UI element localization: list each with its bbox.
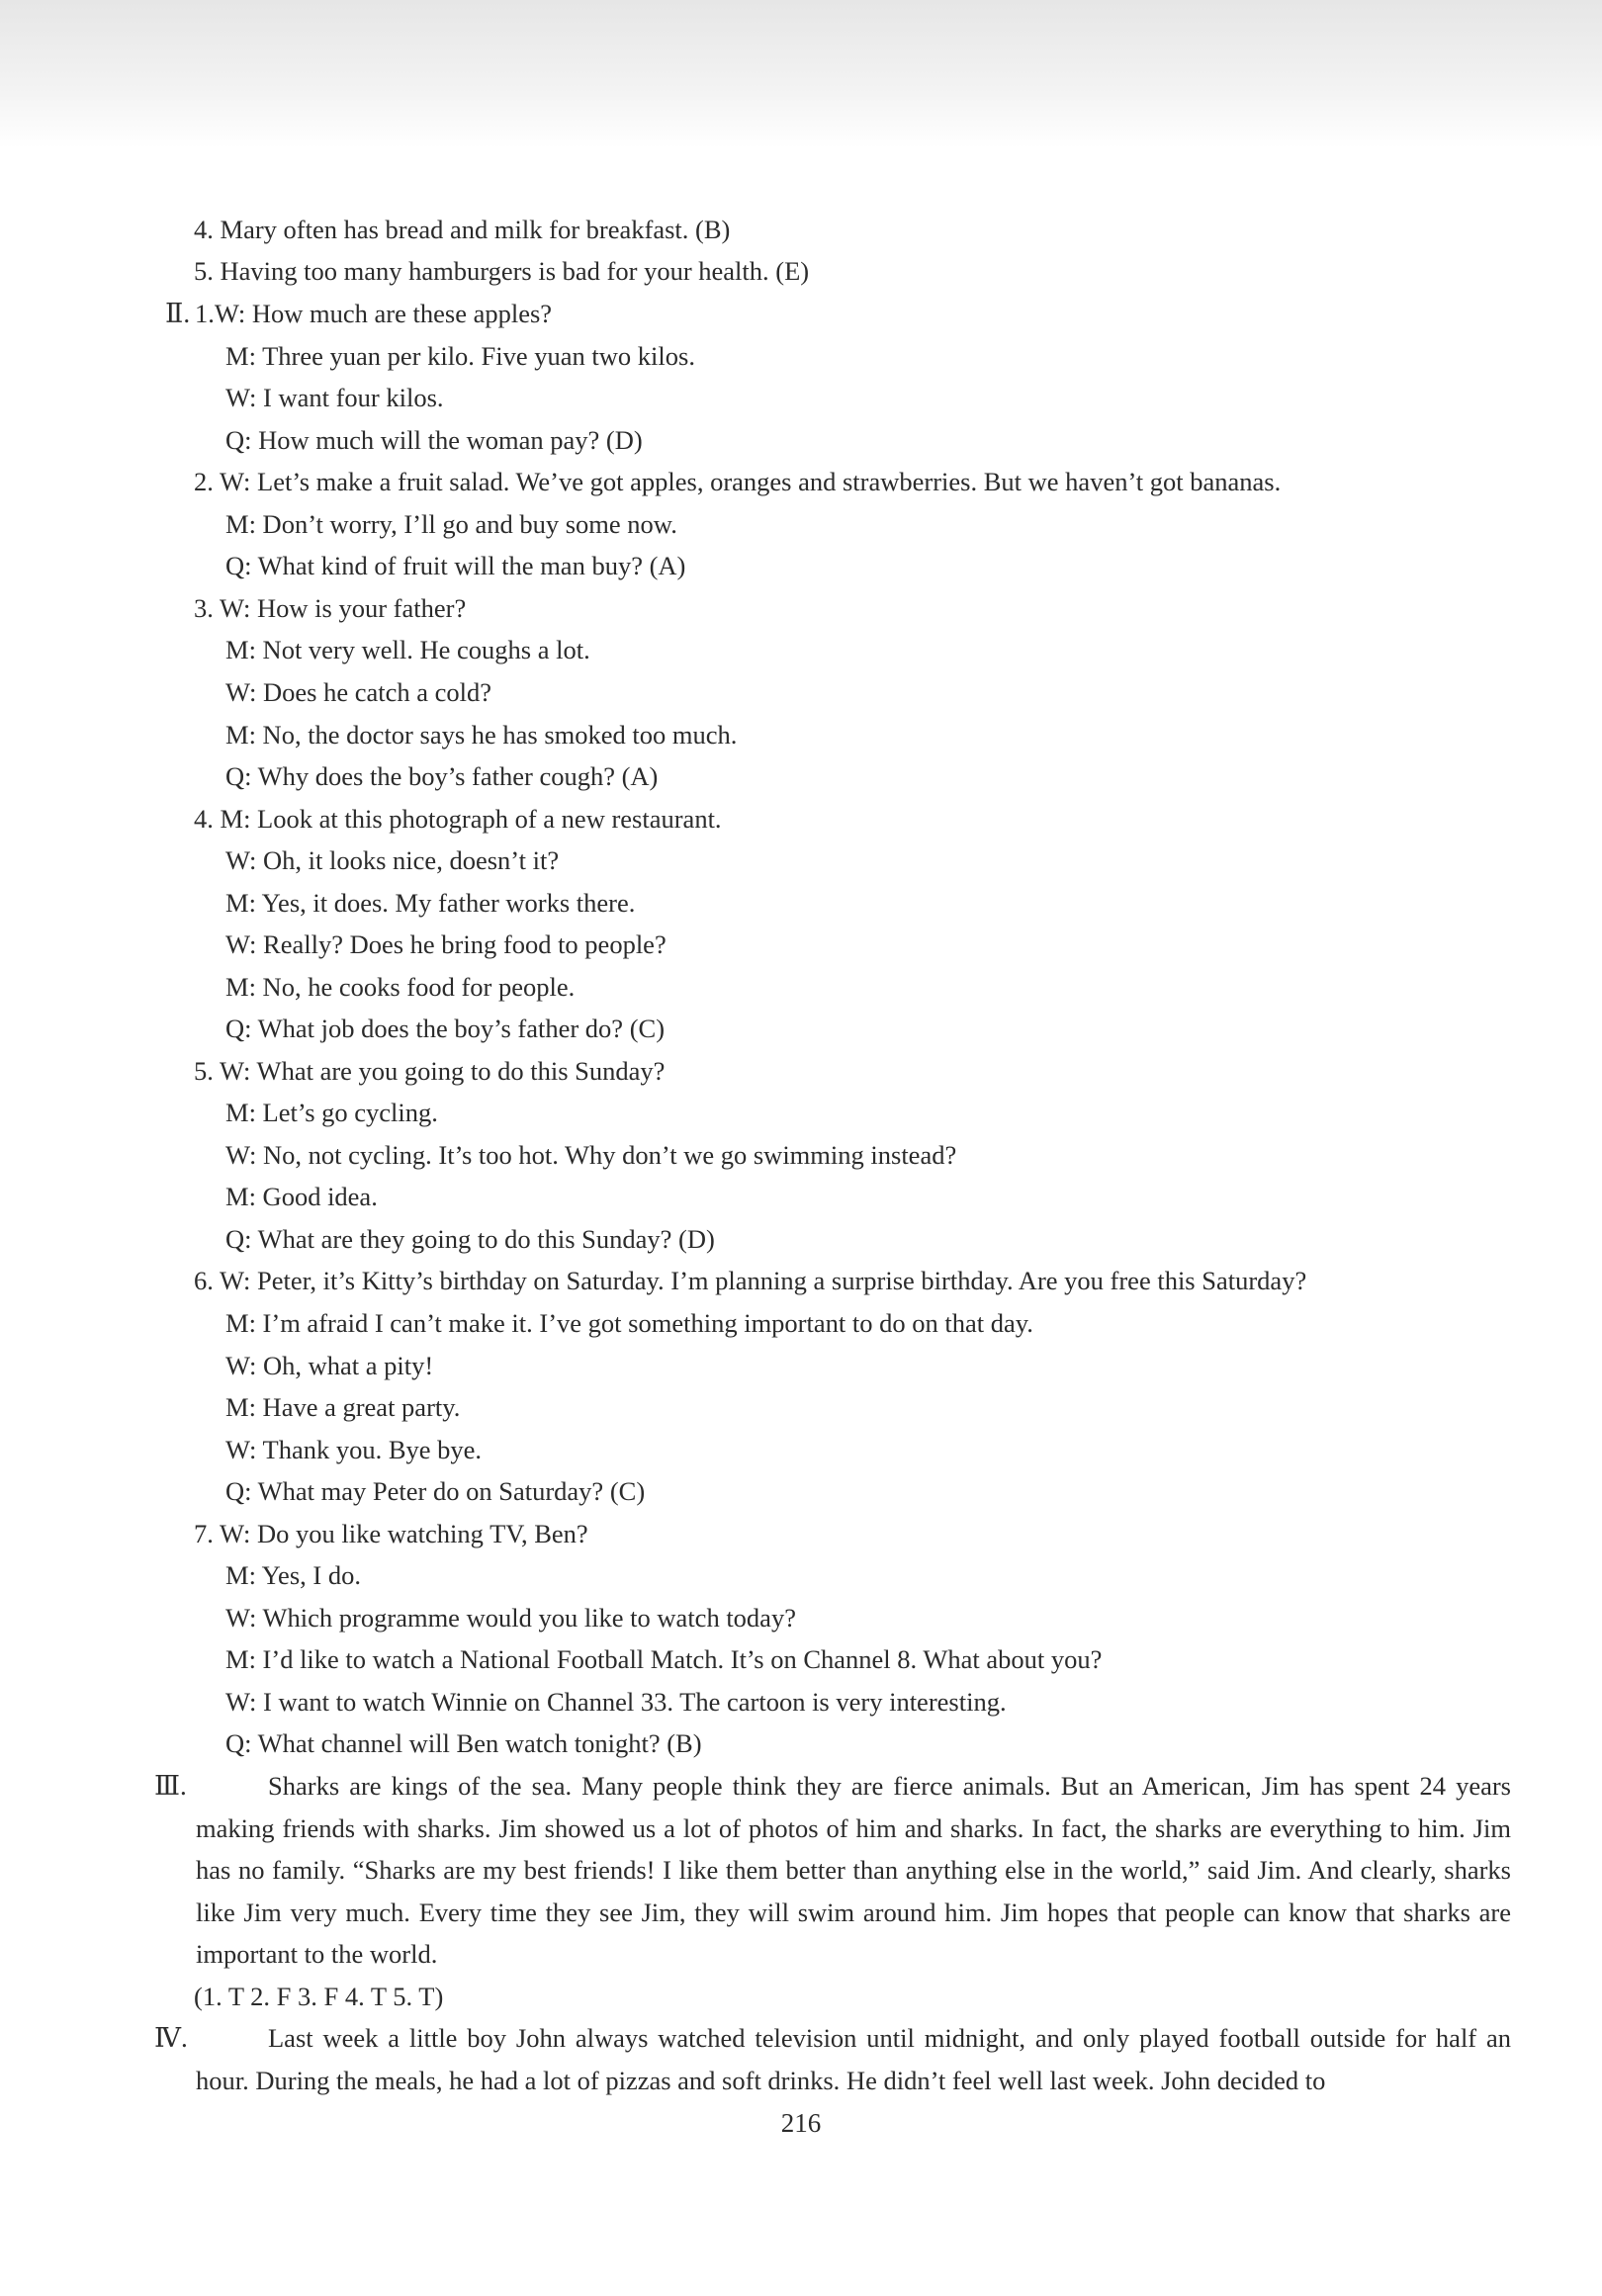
answer-line: 5. Having too many hamburgers is bad for your health. (E): [194, 256, 810, 286]
section-numeral: Ⅲ.: [154, 1771, 187, 1801]
dialogue-line: M: Yes, I do.: [225, 1560, 361, 1590]
dialogue-line: W: Which programme would you like to watch today?: [225, 1603, 796, 1633]
page-number: 216: [780, 2108, 822, 2138]
dialogue-line: 1.W: How much are these apples?: [195, 299, 553, 328]
dialogue-line: W: I want to watch Winnie on Channel 33. The cartoon is very interesting.: [225, 1687, 1007, 1717]
section-numeral: Ⅳ.: [154, 2023, 188, 2053]
dialogue-line: W: No, not cycling. It’s too hot. Why don’t we go swimming instead?: [225, 1140, 957, 1170]
dialogue-line: Q: What may Peter do on Saturday? (C): [225, 1476, 646, 1506]
dialogue-line: 2. W: Let’s make a fruit salad. We’ve got apples, oranges and strawberries. But we haven’t got bananas.: [194, 467, 1282, 496]
section-numeral: Ⅱ.: [165, 299, 191, 328]
dialogue-line: M: No, he cooks food for people.: [225, 972, 576, 1002]
dialogue-line: W: Really? Does he bring food to people?: [225, 929, 667, 959]
dialogue-line: W: I want four kilos.: [225, 383, 444, 412]
dialogue-line: Q: How much will the woman pay? (D): [225, 425, 643, 455]
dialogue-line: 6. W: Peter, it’s Kitty’s birthday on Saturday. I’m planning a surprise birthday. Are you free this Saturday?: [194, 1266, 1307, 1295]
dialogue-line: M: No, the doctor says he has smoked too much.: [225, 720, 738, 750]
dialogue-line: 4. M: Look at this photograph of a new restaurant.: [194, 804, 722, 834]
dialogue-line: W: Thank you. Bye bye.: [225, 1435, 483, 1464]
dialogue-line: Q: Why does the boy’s father cough? (A): [225, 761, 659, 791]
dialogue-line: Q: What kind of fruit will the man buy? (A): [225, 551, 686, 580]
dialogue-line: M: Three yuan per kilo. Five yuan two kilos.: [225, 341, 695, 371]
dialogue-line: M: Yes, it does. My father works there.: [225, 888, 636, 918]
listening-passage: Sharks are kings of the sea. Many people think they are fierce animals. But an American, Jim has spent 24 years making friends with sharks. Jim showed us a lot of photos of him and sharks. In fact, the sharks are everything to him. Jim has no family. “Sharks are my best friends! I like them better than anything else in the world,” said Jim. And clearly, sharks like Jim very much. Every time they see Jim, they will swim around him. Jim hopes that people can know that sharks are important to the world.: [196, 1771, 1511, 1970]
answer-line: 4. Mary often has bread and milk for breakfast. (B): [194, 215, 731, 244]
dialogue-line: W: Oh, what a pity!: [225, 1351, 434, 1380]
dialogue-line: 5. W: What are you going to do this Sunday?: [194, 1056, 666, 1086]
dialogue-line: M: I’d like to watch a National Football Match. It’s on Channel 8. What about you?: [225, 1644, 1103, 1674]
dialogue-line: W: Does he catch a cold?: [225, 677, 492, 707]
dialogue-line: W: Oh, it looks nice, doesn’t it?: [225, 845, 560, 875]
section-3: [154, 1765, 1511, 1976]
dialogue-line: M: Don’t worry, I’ll go and buy some now.: [225, 509, 677, 539]
dialogue-line: M: Not very well. He coughs a lot.: [225, 635, 590, 664]
dialogue-line: Q: What channel will Ben watch tonight? (B): [225, 1728, 702, 1758]
listening-passage: Last week a little boy John always watched television until midnight, and only played football outside for half an hour. During the meals, he had a lot of pizzas and soft drinks. He didn’t feel well last week. John decided to: [196, 2023, 1511, 2095]
dialogue-line: Q: What job does the boy’s father do? (C): [225, 1014, 666, 1043]
dialogue-line: M: I’m afraid I can’t make it. I’ve got something important to do on that day.: [225, 1308, 1033, 1338]
dialogue-line: 3. W: How is your father?: [194, 593, 467, 623]
section-2-first-line: [165, 293, 552, 335]
dialogue-line: M: Have a great party.: [225, 1392, 461, 1422]
dialogue-line: Q: What are they going to do this Sunday? (D): [225, 1224, 715, 1254]
dialogue-line: M: Good idea.: [225, 1182, 378, 1211]
true-false-answers: (1. T 2. F 3. F 4. T 5. T): [194, 1982, 444, 2011]
section-4: [154, 2017, 1511, 2101]
dialogue-line: M: Let’s go cycling.: [225, 1098, 438, 1127]
dialogue-line: 7. W: Do you like watching TV, Ben?: [194, 1519, 588, 1548]
